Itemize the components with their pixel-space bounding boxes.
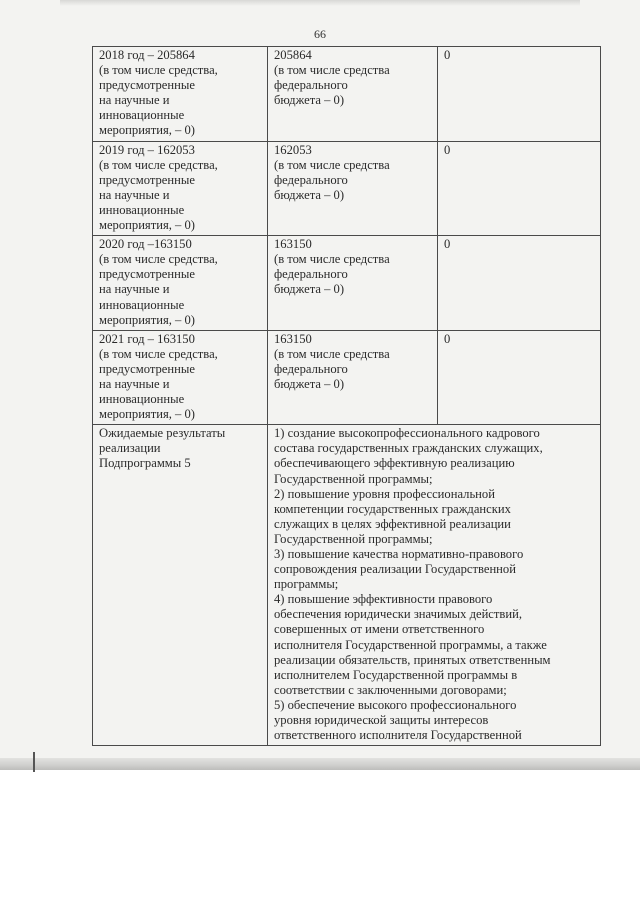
table-row [93,330,601,425]
results-line: служащих в целях эффективной реализации [274,516,511,531]
results-row [93,425,601,746]
federal-note-line: (в том числе средства [274,252,390,267]
year-note-line: на научные и [99,376,170,391]
page-number: 66 [314,27,326,41]
federal-value: 163150 [274,331,312,346]
year-note-line: мероприятия, – 0) [99,407,195,422]
results-line: исполнителем Государственной программы в [274,667,518,682]
year-note-line: на научные и [99,282,170,297]
federal-note-line: бюджета – 0) [274,282,345,297]
federal-funds-cell [268,236,438,331]
year-note-line: инновационные [99,392,185,407]
other-value: 0 [444,331,451,346]
table-row [93,236,601,331]
federal-note-line: (в том числе средства [274,63,390,78]
results-label-line: Ожидаемые результаты [99,426,226,441]
federal-funds-cell [268,330,438,425]
results-label-line: реализации [99,441,161,456]
year-note-line: инновационные [99,202,185,217]
year-total: 2019 год – 162053 [99,142,195,157]
year-total-cell [93,330,268,425]
year-note-line: предусмотренные [99,78,195,93]
federal-funds-cell [268,141,438,236]
results-line: сопровождения реализации Государственной [274,562,516,577]
page-bottom-edge [0,758,640,770]
other-value: 0 [444,142,451,157]
table-row [93,47,601,142]
results-line: программы; [274,577,339,592]
results-line: исполнителя Государственной программы, а также [274,637,547,652]
federal-note-line: федерального [274,361,348,376]
year-total-cell [93,141,268,236]
other-value: 0 [444,48,451,62]
results-line: Государственной программы; [274,531,433,546]
year-note-line: мероприятия, – 0) [99,123,195,138]
year-note-line: (в том числе средства, [99,252,218,267]
results-line: совершенных от имени ответственного [274,622,485,637]
year-note-line: (в том числе средства, [99,346,218,361]
federal-value: 205864 [274,48,312,62]
results-line: 4) повышение эффективности правового [274,592,493,607]
other-funds-cell [438,236,601,331]
federal-note-line: федерального [274,78,348,93]
year-note-line: мероприятия, – 0) [99,218,195,233]
year-note-line: (в том числе средства, [99,157,218,172]
results-line: 1) создание высокопрофессионального кадрового [274,426,540,441]
year-total: 2018 год – 205864 [99,48,195,62]
year-total-cell [93,236,268,331]
results-line: уровня юридической защиты интересов [274,713,489,728]
results-line: ответственного исполнителя Государственной [274,728,522,743]
year-note-line: (в том числе средства, [99,63,218,78]
year-note-line: на научные и [99,187,170,202]
results-line: состава государственных гражданских служащих, [274,441,543,456]
other-funds-cell [438,47,601,142]
page-top-shadow [60,0,580,6]
year-note-line: инновационные [99,297,185,312]
results-label-line: Подпрограммы 5 [99,456,191,471]
year-total: 2020 год –163150 [99,237,192,252]
year-note-line: предусмотренные [99,172,195,187]
results-text-cell [268,425,601,746]
federal-note-line: федерального [274,267,348,282]
year-note-line: инновационные [99,108,185,123]
year-total: 2021 год – 163150 [99,331,195,346]
year-note-line: мероприятия, – 0) [99,312,195,327]
results-line: Государственной программы; [274,471,433,486]
federal-value: 162053 [274,142,312,157]
federal-value: 163150 [274,237,312,252]
federal-funds-cell [268,47,438,142]
scan-mark [33,752,35,772]
results-line: обеспечения юридически значимых действий, [274,607,522,622]
year-note-line: на научные и [99,93,170,108]
results-line: компетенции государственных гражданских [274,501,511,516]
federal-note-line: бюджета – 0) [274,187,345,202]
results-line: 3) повышение качества нормативно-правового [274,547,524,561]
results-line: реализации обязательств, принятых ответственным [274,652,551,667]
other-value: 0 [444,237,451,252]
results-label-cell [93,425,268,746]
federal-note-line: бюджета – 0) [274,376,345,391]
other-funds-cell [438,330,601,425]
funding-table [92,46,601,746]
federal-note-line: (в том числе средства [274,346,390,361]
other-funds-cell [438,141,601,236]
results-line: соответствии с заключенными договорами; [274,682,507,697]
table-row [93,141,601,236]
results-line: обеспечивающего эффективную реализацию [274,456,515,471]
year-note-line: предусмотренные [99,267,195,282]
federal-note-line: бюджета – 0) [274,93,345,108]
results-line: 2) повышение уровня профессиональной [274,486,495,501]
federal-note-line: федерального [274,172,348,187]
year-note-line: предусмотренные [99,361,195,376]
results-line: 5) обеспечение высокого профессионального [274,697,517,712]
federal-note-line: (в том числе средства [274,157,390,172]
year-total-cell [93,47,268,142]
